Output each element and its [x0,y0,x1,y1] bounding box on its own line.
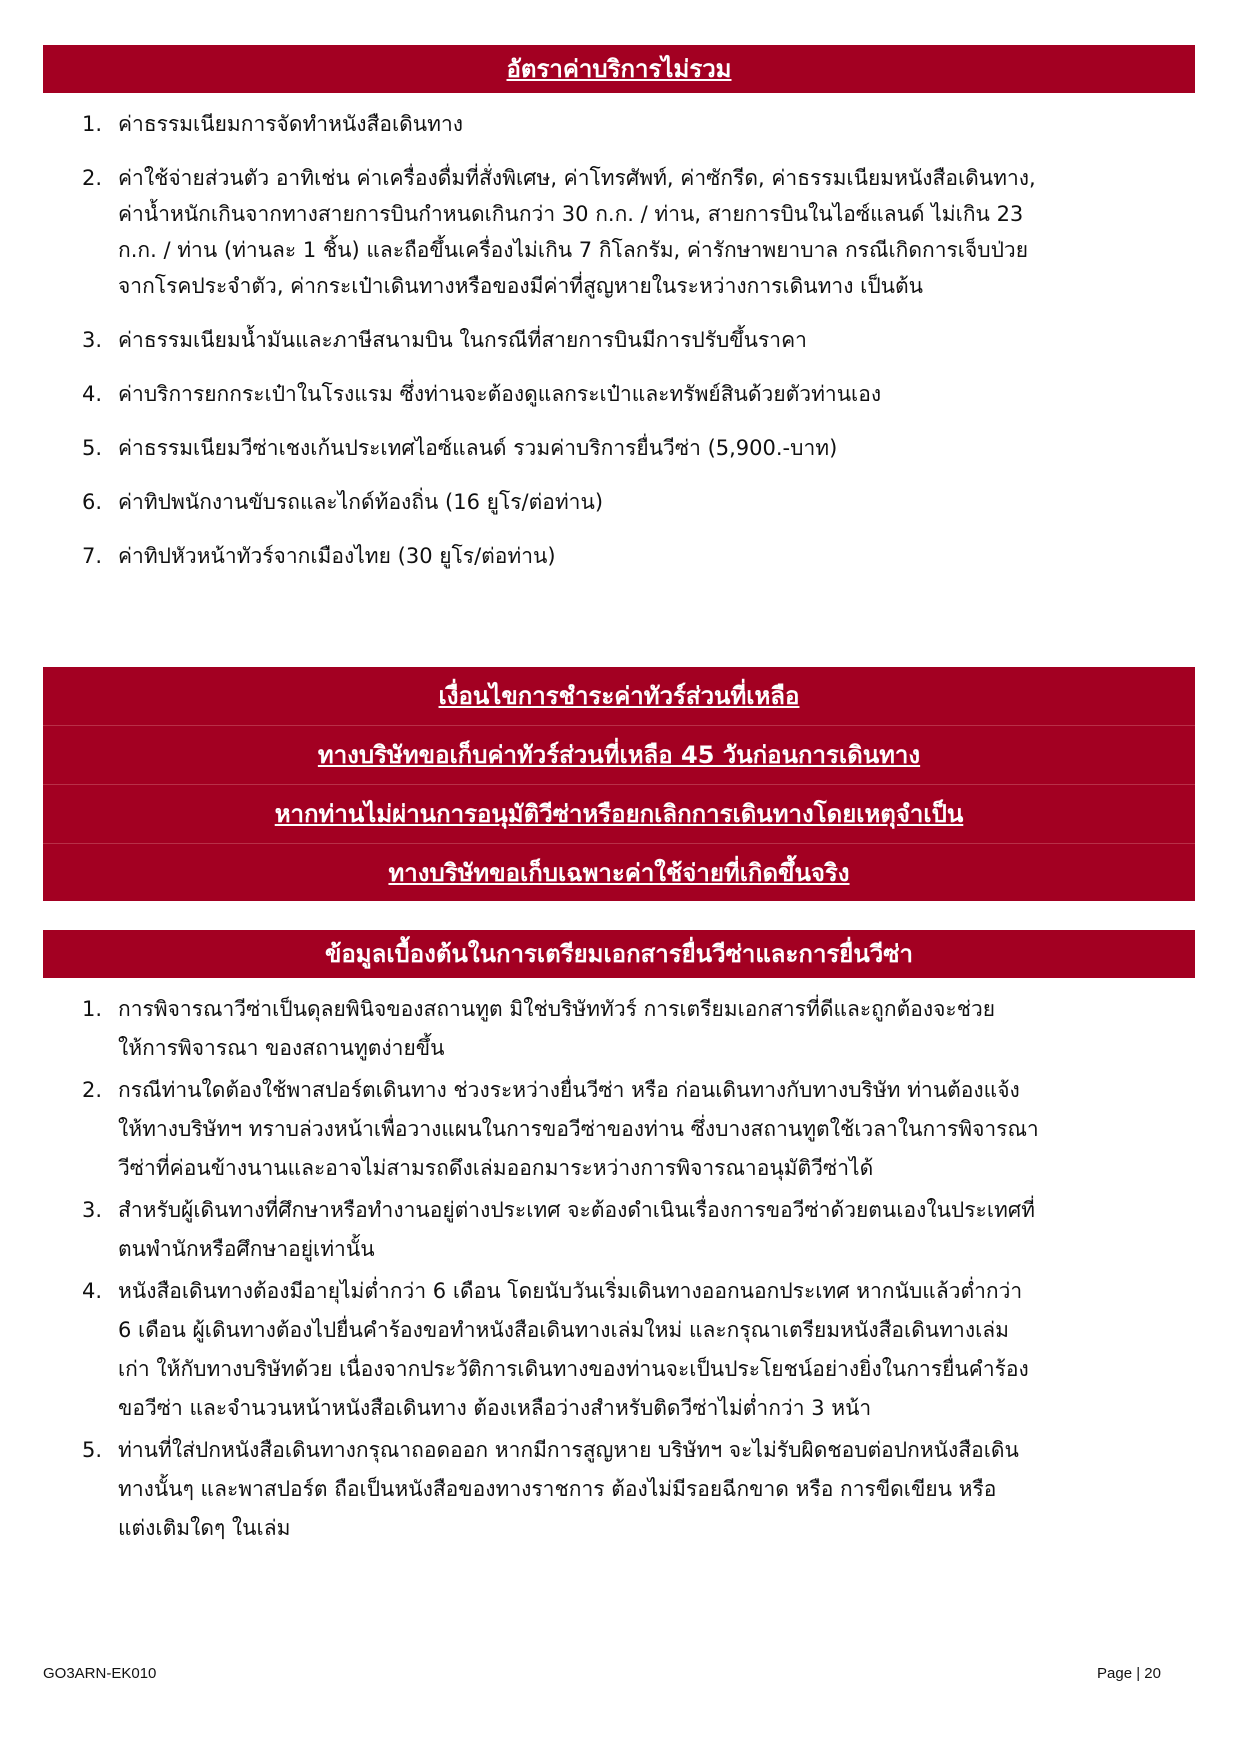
banner-row [43,785,1195,844]
item-text: สำหรับผู้เดินทางที่ศึกษาหรือทำงานอยู่ต่างประเทศ จะต้องดำเนินเรื่องการขอวีซ่าด้วยตนเองในประเทศที่ตนพำนักหรือศึกษาอยู่เท่านั้น [118,1198,1036,1261]
item-number: 3. [82,1198,103,1222]
list-item [0,1071,1080,1188]
banner-row-text: เงื่อนไขการชำระค่าทัวร์ส่วนที่เหลือ [438,682,800,710]
item-text: ค่าธรรมเนียมการจัดทำหนังสือเดินทาง [118,112,464,136]
list-item [0,990,1080,1068]
item-number: 6. [82,490,103,514]
item-text: กรณีท่านใดต้องใช้พาสปอร์ตเดินทาง ช่วงระหว่างยื่นวีซ่า หรือ ก่อนเดินทางกับทางบริษัท ท่านต้องแจ้งให้ทางบริษัทฯ ทราบล่วงหน้าเพื่อวางแผนในการขอวีซ่าของท่าน ซึ่งบางสถานทูตใช้เวลาในการพิจารณาวีซ่าที่ค่อนข้างนานและอาจไม่สามรถดึงเล่มออกมาระหว่างการพิจารณาอนุมัติวีซ่าได้ [118,1078,1039,1180]
item-number: 2. [82,1078,103,1102]
list-item [0,322,1080,358]
page-number: Page | 20 [1097,1665,1161,1682]
item-text: ค่าธรรมเนียมน้ำมันและภาษีสนามบิน ในกรณีที่สายการบินมีการปรับขึ้นราคา [118,328,807,352]
item-number: 4. [82,382,103,406]
item-number: 4. [82,1279,103,1303]
banner-row [43,667,1195,726]
item-text: หนังสือเดินทางต้องมีอายุไม่ต่ำกว่า 6 เดือน โดยนับวันเริ่มเดินทางออกนอกประเทศ หากนับแล้วต่ำกว่า 6 เดือน ผู้เดินทางต้องไปยื่นคำร้องขอทำหนังสือเดินทางเล่มใหม่ และกรุณาเตรียมหนังสือเดินทางเล่มเก่า ให้กับทางบริษัทด้วย เนื่องจากประวัติการเดินทางของท่านจะเป็นประโยชน์อย่างยิ่งในการยื่นคำร้องขอวีซ่า และจำนวนหน้าหนังสือเดินทาง ต้องเหลือว่างสำหรับติดวีซ่าไม่ต่ำกว่า 3 หน้า [118,1279,1029,1420]
banner-row [43,726,1195,785]
list-item [0,430,1080,466]
item-number: 1. [82,112,103,136]
visa-info-list [0,990,1080,1551]
section-header-excluded-fees [43,45,1195,93]
item-number: 1. [82,997,103,1021]
item-text: การพิจารณาวีซ่าเป็นดุลยพินิจของสถานทูต มิใช่บริษัททัวร์ การเตรียมเอกสารที่ดีและถูกต้องจะช่วยให้การพิจารณา ของสถานทูตง่ายขึ้น [118,997,996,1060]
item-number: 5. [82,1438,103,1462]
payment-conditions-banner [43,667,1195,901]
list-item [0,1191,1080,1269]
section-header-visa-info [43,930,1195,978]
section-title: อัตราค่าบริการไม่รวม [506,55,732,83]
list-item [0,160,1080,304]
list-item [0,1272,1080,1428]
item-number: 7. [82,544,103,568]
list-item [0,376,1080,412]
banner-row-text: หากท่านไม่ผ่านการอนุมัติวีซ่าหรือยกเลิกการเดินทางโดยเหตุจำเป็น [274,800,964,828]
item-text: ค่าทิปหัวหน้าทัวร์จากเมืองไทย (30 ยูโร/ต่อท่าน) [118,544,556,568]
section-title: ข้อมูลเบื้องต้นในการเตรียมเอกสารยื่นวีซ่าและการยื่นวีซ่า [324,940,914,968]
item-text: ค่าใช้จ่ายส่วนตัว อาทิเช่น ค่าเครื่องดื่มที่สั่งพิเศษ, ค่าโทรศัพท์, ค่าซักรีด, ค่าธรรมเนียมหนังสือเดินทาง, ค่าน้ำหนักเกินจากทางสายการบินกำหนดเกินกว่า 30 ก.ก. / ท่าน, สายการบินในไอซ์แลนด์ ไม่เกิน 23 ก.ก. / ท่าน (ท่านละ 1 ชิ้น) และถือขึ้นเครื่องไม่เกิน 7 กิโลกรัม, ค่ารักษาพยาบาล กรณีเกิดการเจ็บป่วยจากโรคประจำตัว, ค่ากระเป๋าเดินทางหรือของมีค่าที่สูญหายในระหว่างการเดินทาง เป็นต้น [118,166,1036,298]
list-item [0,1431,1080,1548]
document-code: GO3ARN-EK010 [43,1665,157,1682]
item-number: 3. [82,328,103,352]
item-number: 5. [82,436,103,460]
list-item [0,106,1080,142]
banner-row-text: ทางบริษัทขอเก็บเฉพาะค่าใช้จ่ายที่เกิดขึ้นจริง [388,859,850,887]
item-text: ค่าธรรมเนียมวีซ่าเชงเก้นประเทศไอซ์แลนด์ รวมค่าบริการยื่นวีซ่า (5,900.-บาท) [118,436,838,460]
item-number: 2. [82,166,103,190]
list-item [0,538,1080,574]
item-text: ค่าบริการยกกระเป๋าในโรงแรม ซึ่งท่านจะต้องดูแลกระเป๋าและทรัพย์สินด้วยตัวท่านเอง [118,382,882,406]
list-item [0,484,1080,520]
excluded-fees-list [0,106,1080,592]
banner-row-text: ทางบริษัทขอเก็บค่าทัวร์ส่วนที่เหลือ 45 วันก่อนการเดินทาง [317,741,921,769]
item-text: ค่าทิปพนักงานขับรถและไกด์ท้องถิ่น (16 ยูโร/ต่อท่าน) [118,490,604,514]
item-text: ท่านที่ใส่ปกหนังสือเดินทางกรุณาถอดออก หากมีการสูญหาย บริษัทฯ จะไม่รับผิดชอบต่อปกหนังสือเดินทางนั้นๆ และพาสปอร์ต ถือเป็นหนังสือของทางราชการ ต้องไม่มีรอยฉีกขาด หรือ การขีดเขียน หรือ แต่งเติมใดๆ ในเล่ม [118,1438,1019,1540]
banner-row [43,844,1195,902]
